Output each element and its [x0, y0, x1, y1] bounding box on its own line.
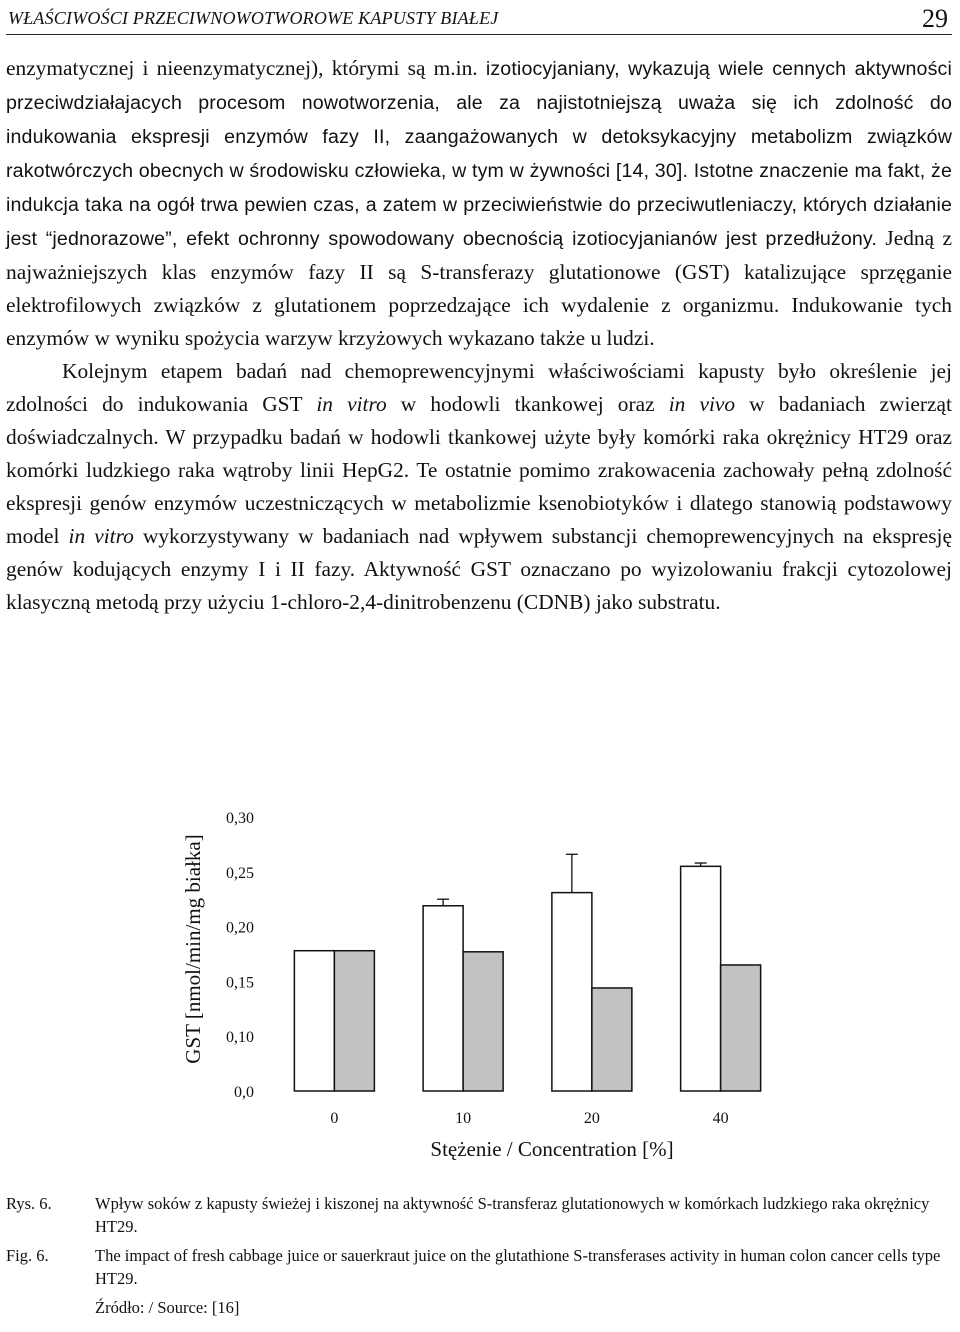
bar — [721, 965, 761, 1091]
bar — [463, 952, 503, 1091]
x-tick-label: 0 — [330, 1110, 339, 1127]
bar — [681, 866, 721, 1091]
p1-text-a: enzymatycznej i nieenzymatycznej), którymi są m.in. — [6, 56, 486, 80]
page-number: 29 — [922, 4, 948, 33]
caption-label-rys: Rys. 6. — [6, 1194, 52, 1213]
bar — [294, 951, 334, 1091]
caption-text-english: The impact of fresh cabbage juice or sauerkraut juice on the glutathione S-transferases activity in human colon cancer cells type HT29. — [95, 1246, 941, 1288]
caption-text-polish: Wpływ soków z kapusty świeżej i kiszonej na aktywność S-transferaz glutationowych w komórkach ludzkiego raka okrężnicy HT29. — [95, 1194, 930, 1236]
p1-text-b: izotiocyjaniany, wykazują wiele cennych aktywności przeciwdziałajacych procesom nowotworzenia, ale za najistotniejszą uważa się ich zdolność do indukowania ekspresji enzymów fazy II, zaangażowanych w detoksykacyjny metabolizm związków rakotwórczych obecnych w środowisku człowieka, w tym w żywności [14, 30]. Istotne znaczenie ma fakt, że indukcja taka na ogół trwa pewien czas, a zatem w przeciwieństwie do przeciwutleniaczy, których działanie jest “jednorazowe”, efekt ochronny spowodowany obecnością izotiocyjanianów jest przedłużony. — [6, 58, 952, 250]
y-tick-label: 0,10 — [226, 1029, 254, 1047]
quoted-word: “jednorazowe” — [45, 228, 172, 250]
y-tick-label: 0,0 — [234, 1084, 254, 1101]
caption-polish — [6, 1192, 956, 1238]
running-title: WŁAŚCIWOŚCI PRZECIWNOWOTWOROWE KAPUSTY BIAŁEJ — [8, 8, 499, 28]
x-tick-label: 20 — [583, 1110, 600, 1127]
x-axis-label: Stężenie / Concentration [%] — [430, 1137, 674, 1161]
body-text — [6, 52, 952, 619]
y-tick-label: 0,20 — [226, 919, 254, 937]
caption-label-fig: Fig. 6. — [6, 1246, 49, 1265]
bar — [334, 951, 374, 1091]
y-axis-label: GST [nmol/min/mg białka] — [181, 834, 205, 1064]
running-header — [6, 4, 952, 35]
p1-text-c: Jedną z najważniejszych klas enzymów fazy II są S-transferazy glutationowe (GST) katalizujące sprzęganie elektrofilowych związków z glutationem poprzedzające ich wydalenie z organizmu. Indukowanie tych enzymów w wyniku spożycia warzyw krzyżowych wykazano także u ludzi. — [6, 226, 952, 350]
bar — [592, 988, 632, 1091]
gst-bar-chart — [170, 795, 790, 1167]
caption-source: Źródło: / Source: [16] — [95, 1298, 240, 1317]
y-tick-label: 0,25 — [226, 864, 254, 882]
y-tick-label: 0,30 — [226, 810, 254, 827]
bar — [423, 906, 463, 1091]
x-tick-label: 40 — [712, 1110, 729, 1127]
paragraph-1 — [6, 52, 952, 355]
y-tick-label: 0,15 — [226, 974, 254, 992]
figure-caption — [6, 1192, 956, 1319]
caption-english — [6, 1244, 956, 1290]
paragraph-2: Kolejnym etapem badań nad chemoprewencyjnymi właściwościami kapusty było określenie jej zdolności do indukowania GST in vitro w hodowli tkankowej oraz in vivo w badaniach zwierząt doświadczalnych. W przypadku badań w hodowli tkankowej użyte były komórki raka okrężnicy HT29 oraz komórki ludzkiego raka wątroby linii HepG2. Te ostatnie pomimo zrakowacenia zachowały pełną zdolność ekspresji genów enzymów uczestniczących w metabolizmie ksenobiotyków i dlatego stanowią podstawowy model in vitro wykorzystywany w badaniach nad wpływem substancji chemoprewencyjnych na ekspresję genów kodujących enzymy I i II fazy. Aktywność GST oznaczano po wyizolowaniu frakcji cytozolowej klasyczną metodą przy użyciu 1-chloro-2,4-dinitrobenzenu (CDNB) jako substratu. — [6, 359, 952, 614]
bar — [552, 893, 592, 1091]
in-vivo-term: in vivo — [668, 392, 736, 416]
in-vitro-term: in vitro — [316, 392, 387, 416]
in-vitro-term: in vitro — [68, 524, 134, 548]
x-tick-label: 10 — [455, 1110, 472, 1127]
